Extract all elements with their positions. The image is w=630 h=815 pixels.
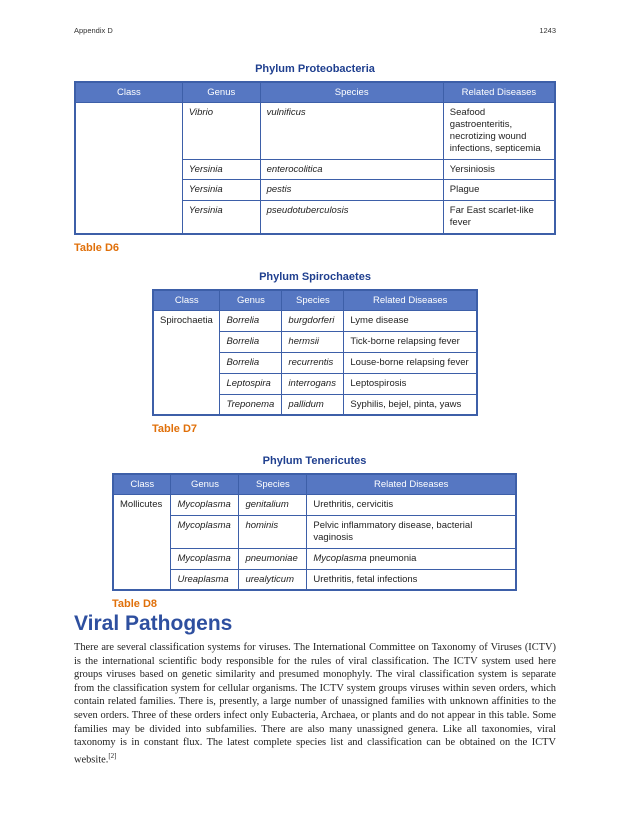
table-d6-block xyxy=(74,63,556,254)
col-header-genus: Genus xyxy=(182,82,260,103)
table-d8-title: Phylum Tenericutes xyxy=(262,455,367,467)
genus-cell: Yersinia xyxy=(182,159,260,180)
table-d8-block xyxy=(112,455,517,610)
genus-cell: Yersinia xyxy=(182,201,260,234)
table-row xyxy=(113,569,516,590)
disease-cell: Pelvic inflammatory disease, bacterial vaginosis xyxy=(307,515,516,548)
class-cell: Mollicutes xyxy=(113,495,171,591)
disease-cell: Urethritis, fetal infections xyxy=(307,569,516,590)
disease-cell xyxy=(307,548,516,569)
species-cell: interrogans xyxy=(282,373,344,394)
col-header-species: Species xyxy=(260,82,443,103)
class-cell xyxy=(75,103,182,235)
col-header-diseases: Related Diseases xyxy=(443,82,555,103)
col-header-species: Species xyxy=(282,290,344,311)
genus-cell: Ureaplasma xyxy=(171,569,239,590)
table-d6-label: Table D6 xyxy=(74,242,120,254)
species-cell: pestis xyxy=(260,180,443,201)
disease-cell: Seafood gastroenteritis, necrotizing wound infections, septicemia xyxy=(443,103,555,160)
section-paragraph xyxy=(74,641,556,767)
species-cell: hermsii xyxy=(282,331,344,352)
genus-cell: Borrelia xyxy=(220,352,282,373)
disease-cell: Louse-borne relapsing fever xyxy=(344,352,477,373)
col-header-class: Class xyxy=(113,474,171,495)
species-cell: pneumoniae xyxy=(239,548,307,569)
species-cell: hominis xyxy=(239,515,307,548)
table-d8-label: Table D8 xyxy=(112,598,158,611)
table-row xyxy=(153,311,477,332)
genus-cell: Yersinia xyxy=(182,180,260,201)
genus-cell: Mycoplasma xyxy=(171,515,239,548)
table-row xyxy=(113,515,516,548)
table-d7-title: Phylum Spirochaetes xyxy=(259,271,371,283)
footnote-ref[interactable]: [2] xyxy=(108,751,117,760)
page-number: 1243 xyxy=(539,26,556,35)
col-header-class: Class xyxy=(153,290,220,311)
col-header-genus: Genus xyxy=(171,474,239,495)
table-header-row xyxy=(153,290,477,311)
col-header-diseases: Related Diseases xyxy=(307,474,516,495)
disease-cell: Syphilis, bejel, pinta, yaws xyxy=(344,394,477,415)
genus-cell: Borrelia xyxy=(220,331,282,352)
table-row xyxy=(113,495,516,516)
section-heading: Viral Pathogens xyxy=(74,612,233,635)
disease-cell: Plague xyxy=(443,180,555,201)
species-cell: genitalium xyxy=(239,495,307,516)
table-d7 xyxy=(152,289,478,416)
disease-cell: Lyme disease xyxy=(344,311,477,332)
species-cell: urealyticum xyxy=(239,569,307,590)
disease-cell: Tick-borne relapsing fever xyxy=(344,331,477,352)
genus-cell: Borrelia xyxy=(220,311,282,332)
table-row xyxy=(113,548,516,569)
genus-cell: Mycoplasma xyxy=(171,548,239,569)
table-d6 xyxy=(74,81,556,235)
col-header-class: Class xyxy=(75,82,182,103)
disease-cell: Urethritis, cervicitis xyxy=(307,495,516,516)
genus-cell: Mycoplasma xyxy=(171,495,239,516)
disease-cell: Leptospirosis xyxy=(344,373,477,394)
disease-text: pneumonia xyxy=(369,552,417,564)
table-d6-title: Phylum Proteobacteria xyxy=(255,63,375,75)
table-d7-label: Table D7 xyxy=(152,423,198,436)
table-header-row xyxy=(75,82,555,103)
genus-cell: Leptospira xyxy=(220,373,282,394)
table-d7-block xyxy=(152,271,478,435)
col-header-species: Species xyxy=(239,474,307,495)
table-header-row xyxy=(113,474,516,495)
class-cell: Spirochaetia xyxy=(153,311,220,416)
paragraph-text: There are several classification systems for viruses. The International Committee on Taxonomy of Viruses (ICTV) is the international scientific body responsible for the rules of viral classification. The ICTV system used here groups viruses based on genetic similarity and presumed monophyly. The viral classification system is separate from the classification system for cellular organisms. The ICTV system groups viruses within seven orders, which contain related families. There is, presently, a large number of unassigned families with unknown affinities to the seven orders. Three of these orders infect only Eubacteria, Archaea, or plants and do not appear in this table. Some families may be divided into subfamilies. There are also many unassigned genera. Like all taxonomies, viral taxonomy is in constant flux. The latest complete species list and classification can be obtained on the ICTV website. xyxy=(74,642,556,766)
species-cell: enterocolitica xyxy=(260,159,443,180)
disease-italic-genus: Mycoplasma xyxy=(313,552,367,564)
disease-cell: Yersiniosis xyxy=(443,159,555,180)
genus-cell: Treponema xyxy=(220,394,282,415)
table-row xyxy=(75,103,555,160)
running-header-left: Appendix D xyxy=(74,26,113,35)
table-d8 xyxy=(112,473,517,591)
disease-cell: Far East scarlet-like fever xyxy=(443,201,555,234)
species-cell: recurrentis xyxy=(282,352,344,373)
species-cell: pseudotuberculosis xyxy=(260,201,443,234)
col-header-genus: Genus xyxy=(220,290,282,311)
genus-cell: Vibrio xyxy=(182,103,260,160)
species-cell: burgdorferi xyxy=(282,311,344,332)
species-cell: vulnificus xyxy=(260,103,443,160)
col-header-diseases: Related Diseases xyxy=(344,290,477,311)
species-cell: pallidum xyxy=(282,394,344,415)
